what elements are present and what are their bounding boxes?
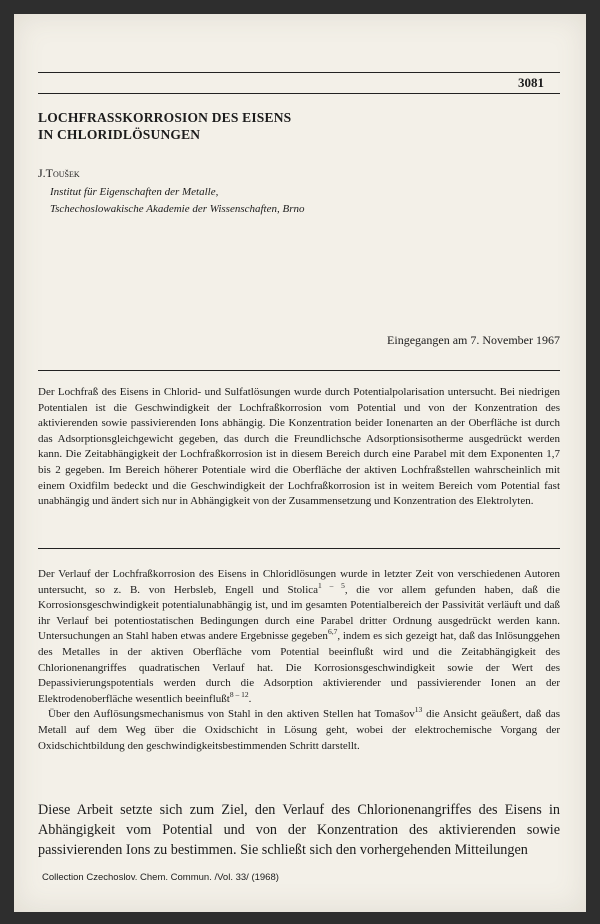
paragraph-2: Über den Auflösungsmechanismus von Stahl in den aktiven Stellen hat Tomašov$^{13}$ die Ansicht geäußert, daß das Metall auf dem Weg über die Oxidschicht in Lösung geht, wobei der elektrochemische Vorgang der Oxidschichtbildung den geschwindigkeitsbestimmenden Schritt darstellt. — [38, 705, 560, 752]
reference-marker: 8 – 12 — [229, 689, 249, 699]
reference-marker: 13 — [414, 705, 423, 715]
abstract: Der Lochfraß des Eisens in Chlorid- und Sulfatlösungen wurde durch Potentialpolarisation untersucht. Bei niedrigen Potentialen ist die Geschwindigkeit der Lochfraßkorrosion vom Potential und von der Konzentration des aktivierenden sowie passivierenden Ions abhängig. Die Konzentration beider Ionenarten an der Oberfläche ist durch das Adsorptionsgleichgewicht gegeben, das durch die Freundlichsche Adsorptionsisotherme ausgedrückt werden kann. Die Zeitabhängigkeit der Lochfraßkorrosion ist in diesem Bereich durch eine Parabel mit dem Exponenten 1,7 bis 2 gegeben. Im Bereich höherer Potentiale wird die Oberfläche der aktiven Lochfraßstellen wahrscheinlich mit einem Oxidfilm bedeckt und die Geschwindigkeit der Lochfraßkorrosion ist in weitem Bereich vom Potential fast unabhängig und ändert sich nur in Abhängigkeit von der Zusammensetzung und Konzentration des Elektrolyten. — [38, 386, 560, 508]
header-rule-top — [38, 72, 560, 73]
reference-marker: 6,7 — [327, 627, 338, 637]
body-text — [38, 567, 560, 754]
journal-footer: Collection Czechoslov. Chem. Commun. /Vol. 33/ (1968) — [42, 872, 279, 883]
abstract-rule-top — [38, 370, 560, 371]
author-initial: J. — [38, 166, 46, 180]
author — [38, 166, 80, 181]
title-line-2: IN CHLORIDLÖSUNGEN — [38, 127, 201, 142]
author-name: Toušek — [45, 166, 80, 180]
journal-page — [14, 14, 586, 912]
affiliation-line-2: Tschechoslowakische Akademie der Wissenschaften, Brno — [50, 203, 305, 215]
affiliation — [50, 184, 305, 218]
received-date: Eingegangen am 7. November 1967 — [387, 333, 560, 347]
abstract-rule-bottom — [38, 548, 560, 549]
header-rule-bottom — [38, 93, 560, 94]
article-title — [38, 109, 291, 143]
title-line-1: LOCHFRASSKORROSION DES EISENS — [38, 110, 292, 125]
affiliation-line-1: Institut für Eigenschaften der Metalle, — [50, 186, 219, 198]
continuation-paragraph: Diese Arbeit setzte sich zum Ziel, den Verlauf des Chlorionenangriffes des Eisens in Abhängigkeit vom Potential und von der Konzentration des aktivierenden sowie passivierenden Ions zu bestimmen. Sie schließt sich den vorhergehenden Mitteilungen — [38, 802, 560, 858]
page-number: 3081 — [518, 75, 544, 90]
paragraph-1: Der Verlauf der Lochfraßkorrosion des Eisens in Chloridlösungen wurde in letzter Zeit von verschiedenen Autoren untersucht, so z. B. von Herbsleb, Engell und Stolica$^{1 - 5}$, die vor allem gefunden haben, daß die Korrosionsgeschwindigkeit potentialunabhängig ist, und im gesamten Potentialbereich der Passivität verläuft und daß ihr Verlauf bei potentiostatischen Bedingungen durch eine Parabel dritter Ordnung ausgedrückt werden kann. Untersuchungen an Stahl haben etwas andere Ergebnisse gegeben$^{6,7}$, indem es sich gezeigt hat, daß das Inlösunggehen des Metalles in der aktiven Oberfläche vom Potential beeinflußt wird und die Zeitabhängigkeit des Chlorionenangriffes quadratischen Verlauf hat. Die Korrosionsgeschwindigkeit sowie der Wert des Depassivierungspotentials werden durch die Adsorption aktivierender und passivierender Ionen an der Elektrodenoberfläche wesentlich beeinflußt$^{8 - 12}$. — [38, 568, 560, 705]
reference-marker: 1 – 5 — [318, 580, 345, 590]
